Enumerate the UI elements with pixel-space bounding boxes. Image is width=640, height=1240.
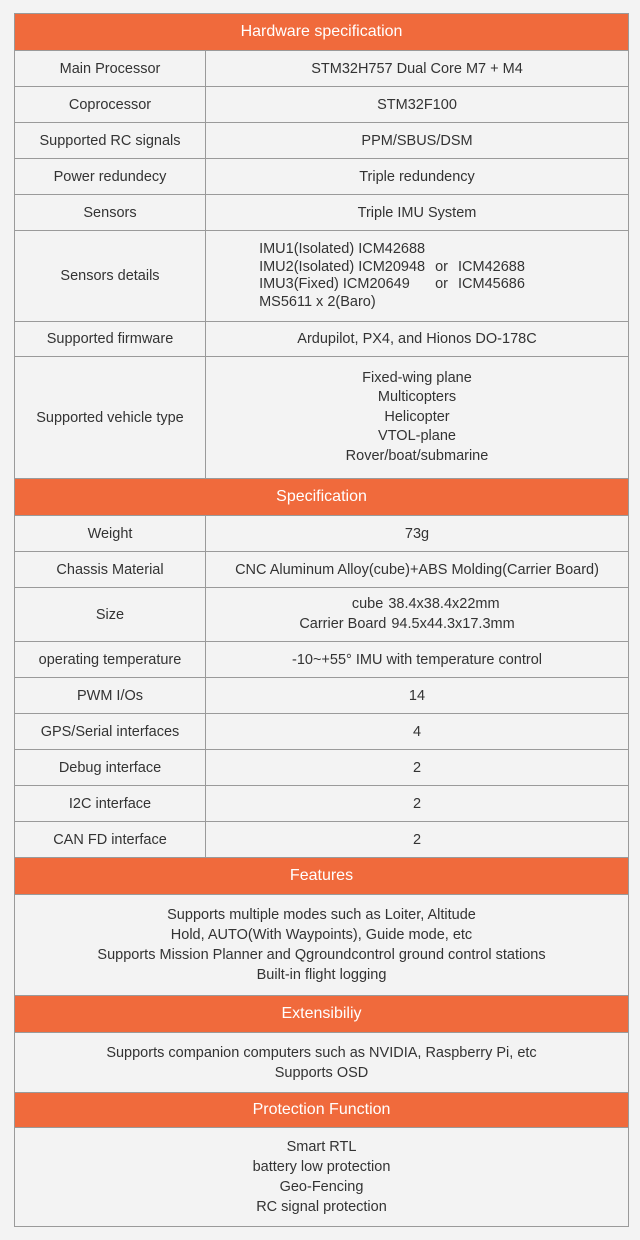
row-label: PWM I/Os <box>15 678 206 713</box>
row-value: PPM/SBUS/DSM <box>361 132 473 149</box>
vehicle-list <box>346 369 489 467</box>
table-row <box>15 123 628 159</box>
vehicles-value <box>206 357 628 478</box>
table-row <box>15 678 628 714</box>
sensor-alt <box>458 241 525 259</box>
sensor-or <box>435 241 448 259</box>
protection-header <box>15 1093 628 1128</box>
sensor-name: IMU2(Isolated) ICM20948 <box>259 258 426 275</box>
row-label: Weight <box>15 516 206 551</box>
specification-title: Specification <box>276 488 367 505</box>
row-value: 4 <box>412 723 422 740</box>
row-label: operating temperature <box>15 642 206 677</box>
vehicle-item: Helicopter <box>384 408 450 425</box>
row-label: Supported RC signals <box>15 123 206 158</box>
row-label: Coprocessor <box>15 87 206 122</box>
features-header <box>15 858 628 895</box>
table-row <box>15 87 628 123</box>
row-value: CNC Aluminum Alloy(cube)+ABS Molding(Carrier Board) <box>235 561 599 578</box>
feature-line: Supports multiple modes such as Loiter, Altitude <box>167 907 476 923</box>
row-label: Sensors details <box>15 231 206 321</box>
sensor-name: IMU3(Fixed) ICM20649 <box>259 276 410 292</box>
table-row-size <box>15 588 628 642</box>
table-row <box>15 642 628 678</box>
hardware-header <box>15 14 628 51</box>
row-label: Chassis Material <box>15 552 206 587</box>
features-block <box>15 895 628 996</box>
feature-line: Supports Mission Planner and Qgroundcontrol ground control stations <box>97 947 546 963</box>
protection-line: RC signal protection <box>256 1199 387 1215</box>
sensor-alt: ICM45686 <box>458 276 525 292</box>
protection-line: Smart RTL <box>286 1139 357 1155</box>
extensibility-header <box>15 996 628 1033</box>
extensibility-title: Extensibiliy <box>281 1005 362 1022</box>
vehicle-item: Multicopters <box>377 389 457 406</box>
table-row <box>15 195 628 231</box>
table-row <box>15 822 628 858</box>
table-row <box>15 552 628 588</box>
sensor-or: or <box>435 276 448 292</box>
feature-line: Hold, AUTO(With Waypoints), Guide mode, etc <box>170 927 473 943</box>
sensor-name: IMU1(Isolated) ICM42688 <box>259 241 426 257</box>
vehicle-item: VTOL-plane <box>378 428 456 445</box>
row-value: Ardupilot, PX4, and Hionos DO-178C <box>297 331 537 347</box>
sensor-or: or <box>435 258 448 275</box>
table-row <box>15 322 628 357</box>
specification-header <box>15 479 628 516</box>
row-label: Size <box>15 588 206 641</box>
table-row-vehicles <box>15 357 628 479</box>
sensor-alt <box>458 294 525 312</box>
row-label: Sensors <box>15 195 206 230</box>
sensor-name: MS5611 x 2(Baro) <box>259 293 376 310</box>
sensors-details-value <box>206 231 628 321</box>
size-value <box>206 588 628 641</box>
size-cube-label: cube <box>351 596 384 612</box>
table-row <box>15 159 628 195</box>
size-carrier-label: Carrier Board <box>299 615 387 632</box>
size-list <box>299 595 514 634</box>
row-label: Debug interface <box>15 750 206 785</box>
spec-table <box>14 13 629 1227</box>
sensor-list <box>259 241 525 311</box>
table-row <box>15 516 628 552</box>
row-value: -10~+55° IMU with temperature control <box>292 651 542 668</box>
row-label: Main Processor <box>15 51 206 86</box>
row-value: 2 <box>412 831 422 848</box>
sensor-alt: ICM42688 <box>458 258 525 275</box>
row-label: Supported vehicle type <box>15 357 206 478</box>
size-cube <box>299 595 499 615</box>
table-row <box>15 786 628 822</box>
protection-title: Protection Function <box>252 1101 391 1118</box>
size-carrier-value: 94.5x44.3x17.3mm <box>391 615 515 632</box>
protection-line: battery low protection <box>252 1159 391 1175</box>
vehicle-item: Fixed-wing plane <box>362 369 472 386</box>
row-value: STM32H757 Dual Core M7 + M4 <box>311 60 523 77</box>
row-value: 14 <box>408 687 426 704</box>
extensibility-line: Supports companion computers such as NVIDIA, Raspberry Pi, etc <box>106 1044 537 1061</box>
features-title: Features <box>289 867 354 884</box>
size-carrier <box>299 615 514 635</box>
protection-line: Geo-Fencing <box>279 1179 364 1195</box>
protection-block <box>15 1128 628 1226</box>
row-value: STM32F100 <box>377 96 457 113</box>
row-value: Triple redundency <box>359 168 475 185</box>
extensibility-block <box>15 1033 628 1093</box>
hardware-title: Hardware specification <box>240 23 403 40</box>
row-label: I2C interface <box>15 786 206 821</box>
row-value: 2 <box>412 795 422 812</box>
row-label: Supported firmware <box>15 322 206 356</box>
table-row <box>15 714 628 750</box>
vehicle-item: Rover/boat/submarine <box>345 447 489 464</box>
row-value: 73g <box>404 525 430 542</box>
feature-line: Built-in flight logging <box>256 967 387 983</box>
table-row <box>15 51 628 87</box>
table-row-sensors-details <box>15 231 628 322</box>
row-label: GPS/Serial interfaces <box>15 714 206 749</box>
row-label: Power redundecy <box>15 159 206 194</box>
row-value: 2 <box>412 759 422 776</box>
row-value: Triple IMU System <box>357 204 477 221</box>
extensibility-line: Supports OSD <box>274 1064 369 1081</box>
size-cube-value: 38.4x38.4x22mm <box>388 596 500 612</box>
sensor-or <box>435 294 448 312</box>
table-row <box>15 750 628 786</box>
row-label: CAN FD interface <box>15 822 206 857</box>
